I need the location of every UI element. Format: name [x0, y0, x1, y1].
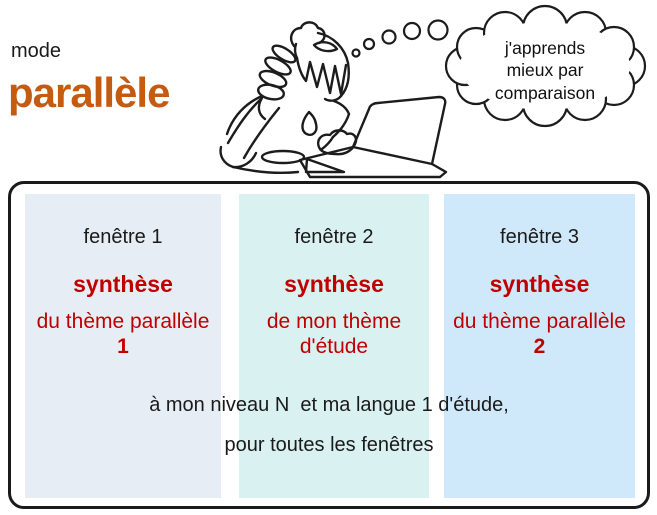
thought-line-3: comparaison: [494, 83, 596, 103]
windows-panel: [8, 181, 650, 509]
window-1-title: fenêtre 1: [83, 226, 163, 248]
window-1-desc-line2: 1: [117, 335, 129, 359]
window-3-title: fenêtre 3: [500, 226, 579, 248]
footer-line-1: à mon niveau N et ma langue 1 d'étude,: [149, 394, 509, 416]
footer-note: [11, 394, 647, 457]
window-3-heading: synthèse: [489, 271, 590, 297]
window-3-desc-line2: 2: [533, 335, 546, 359]
window-2-heading: synthèse: [284, 271, 384, 297]
window-2-desc-line1: de mon thème: [266, 310, 402, 333]
window-2-title: fenêtre 2: [294, 226, 374, 248]
mode-title: parallèle: [8, 69, 170, 116]
elbow: [221, 147, 256, 167]
thought-line-1: j'apprends: [504, 38, 586, 58]
window-1-desc-line1: du thème parallèle: [36, 310, 210, 333]
body-bottom: [233, 167, 298, 173]
top-illustration: [0, 0, 657, 181]
footer-line-2: pour toutes les fenêtres: [224, 434, 434, 456]
thought-trail-icon: [353, 21, 448, 57]
chin: [325, 96, 341, 101]
forearm-on-desk: [262, 151, 304, 163]
window-2-desc-line2: d'étude: [299, 335, 369, 359]
chest-detail: [302, 112, 316, 135]
mode-label: mode: [11, 40, 62, 62]
window-1-heading: synthèse: [73, 271, 173, 297]
thinking-person-at-laptop-icon: [221, 22, 446, 177]
laptop-base-detail: [306, 159, 344, 172]
thought-bubble-icon: [446, 6, 645, 126]
finger: [258, 68, 289, 91]
right-arm: [322, 137, 333, 149]
laptop-screen: [353, 97, 445, 164]
hair-bangs: [297, 58, 346, 94]
window-3-desc-line1: du thème parallèle: [453, 310, 626, 333]
hair-detail: [314, 42, 337, 51]
thought-line-2: mieux par: [506, 60, 584, 80]
